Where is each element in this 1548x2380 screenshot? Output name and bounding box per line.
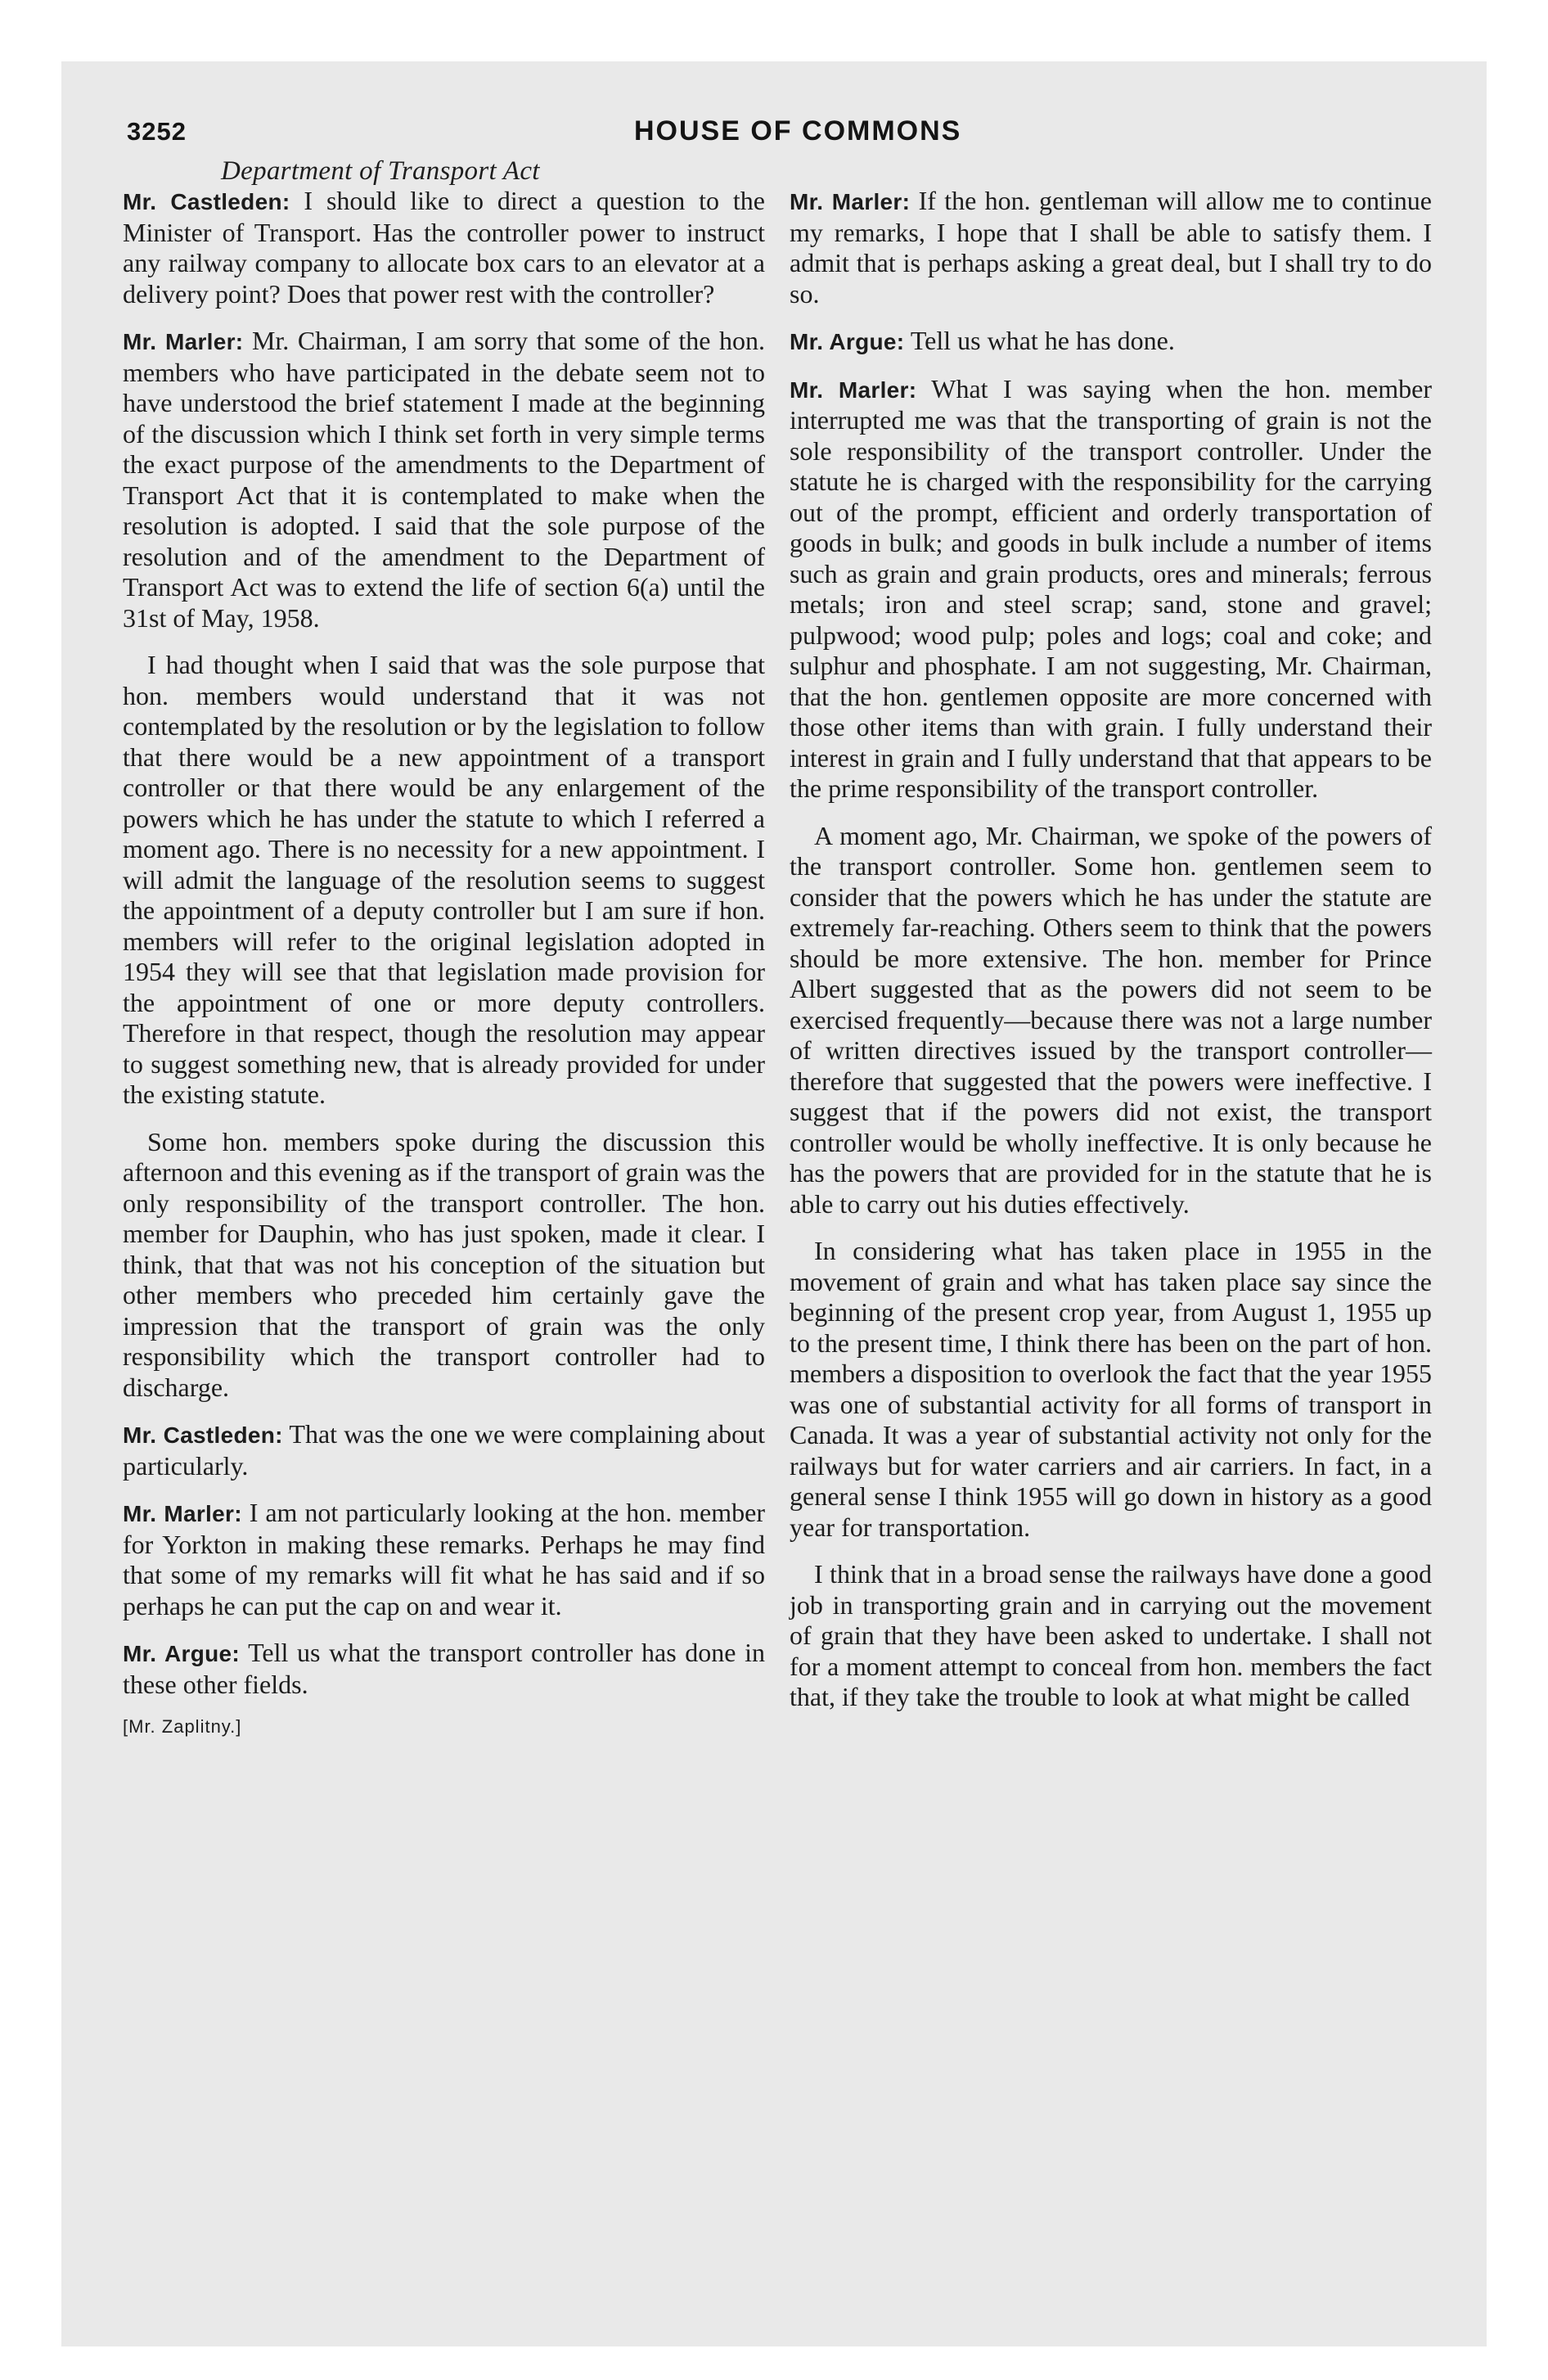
paragraph-text: If the hon. gentleman will allow me to continue my remarks, I hope that I shall be able to satisfy them. I admit that is perhaps asking a great deal, but I shall try to do so. (790, 186, 1433, 309)
paragraph-text: Tell us what he has done. (904, 326, 1175, 355)
paragraph (790, 326, 1432, 358)
paragraph-text: That was the one we were complaining about particularly. (123, 1419, 765, 1481)
paragraph (123, 1638, 765, 1700)
paragraph (123, 650, 765, 1111)
speaker-name: Mr. Marler: (123, 1501, 242, 1526)
speaker-name: Mr. Marler: (123, 329, 244, 354)
scanned-page (61, 61, 1487, 2346)
paragraph-text: I had thought when I said that was the sole purpose that hon. members would understand that it was not contemplated by the resolution or by the legislation to follow that there would be a new appointment of a transport controller or that there would be any enlargement of the powers which he has under the statute to which I referred a moment ago. There is no necessity for a new appointment. I will admit the language of the resolution seems to suggest the appointment of a deputy controller but I am sure if hon. members will refer to the original legislation adopted in 1954 they will see that that legislation made provision for the appointment of one or more deputy controllers. Therefore in that respect, though the resolution may appear to suggest something new, that is already provided for under the existing statute. (123, 650, 765, 1109)
paragraph (123, 186, 765, 309)
paragraph-text: Tell us what the transport controller has done in these other fields. (123, 1638, 766, 1699)
paragraph (790, 821, 1432, 1220)
speaker-name: Mr. Argue: (790, 329, 905, 354)
paragraph-text: I am not particularly looking at the hon. member for Yorkton in making these remarks. Perhaps he may find that some of my remarks will fit what he has said and if so perhaps he can put the cap on and wear it. (123, 1498, 766, 1620)
paragraph-text: I should like to direct a question to the Minister of Transport. Has the controller power to instruct any railway company to allocate box cars to an elevator at a delivery point? Does that power rest with the controller? (123, 186, 765, 309)
speaker-name: Mr. Marler: (790, 189, 911, 214)
footer-speaker-note: [Mr. Zaplitny.] (123, 1716, 242, 1737)
paragraph-text: Some hon. members spoke during the discussion this afternoon and this evening as if the transport of grain was the only responsibility of the transport controller. The hon. member for Dauphin, who has just spoken, made it clear. I think, that that was not his conception of the situation but other members who preceded him certainly gave the impression that the transport of grain was the only responsibility which the transport controller had to discharge. (123, 1126, 765, 1402)
paragraph (123, 1127, 765, 1404)
right-column (790, 186, 1432, 1713)
paragraph-text: In considering what has taken place in 1955 in the movement of grain and what has taken place say since the beginning of the present crop year, from August 1, 1955 up to the present time, I think there has been on the part of hon. members a disposition to overlook the fact that the year 1955 was one of substantial activity for all forms of transport in Canada. It was a year of substantial activity not only for the railways but for water carriers and air carriers. In fact, in a general sense I think 1955 will go down in history as a good year for transportation. (790, 1236, 1432, 1542)
paragraph (123, 1419, 765, 1481)
paragraph (790, 1236, 1432, 1543)
page-number: 3252 (127, 117, 187, 146)
speaker-name: Mr. Castleden: (123, 189, 290, 214)
left-column (123, 186, 765, 1742)
paragraph (123, 326, 765, 633)
paragraph-text: Mr. Chairman, I am sorry that some of the hon. members who have participated in the debate seem not to have understood the brief statement I made at the beginning of the discussion which I think set forth in very simple terms the exact purpose of the amendments to the Department of Transport Act that it is contemplated to make when the resolution is adopted. I said that the sole purpose of the resolution and of the amendment to the Department of Transport Act was to extend the life of section 6(a) until the 31st of May, 1958. (123, 326, 766, 633)
paragraph-text: A moment ago, Mr. Chairman, we spoke of the powers of the transport controller. Some hon. gentlemen seem to consider that the powers which he has under the statute are extremely far-reaching. Others seem to think that the powers should be more extensive. The hon. member for Prince Albert suggested that as the powers did not seem to be exercised frequently—because there was not a large number of written directives issued by the transport controller—therefore that suggested that the powers were ineffective. I suggest that if the powers did not exist, the transport controller would be wholly ineffective. It is only because he has the powers that are provided for in the statute that he is able to carry out his duties effectively. (790, 820, 1432, 1219)
speaker-name: Mr. Argue: (123, 1641, 241, 1666)
section-subhead: Department of Transport Act (221, 156, 540, 186)
running-head: HOUSE OF COMMONS (634, 115, 962, 146)
paragraph (123, 1498, 765, 1621)
paragraph-text: I think that in a broad sense the railways have done a good job in transporting grain and in carrying out the movement of grain that they have been asked to undertake. I shall not for a moment attempt to conceal from hon. members the fact that, if they take the trouble to look at what might be called (790, 1559, 1432, 1711)
paragraph (790, 186, 1432, 309)
paragraph (790, 374, 1432, 805)
paragraph (790, 1559, 1432, 1713)
speaker-name: Mr. Castleden: (123, 1422, 283, 1448)
speaker-name: Mr. Marler: (790, 376, 917, 403)
page-header (127, 114, 1444, 155)
paragraph-text: What I was saying when the hon. member interrupted me was that the transporting of grain is not the sole responsibility of the transport controller. Under the statute he is charged with the responsibility for the carrying out of the prompt, efficient and orderly transportation of goods in bulk; and goods in bulk include a number of items such as grain and grain products, ores and minerals; ferrous metals; iron and steel scrap; sand, stone and gravel; pulpwood; wood pulp; poles and logs; coal and coke; and sulphur and phosphate. I am not suggesting, Mr. Chairman, that the hon. gentlemen opposite are more concerned with those other items than with grain. I fully understand their interest in grain and I fully understand that that appears to be the prime responsibility of the transport controller. (790, 373, 1433, 803)
